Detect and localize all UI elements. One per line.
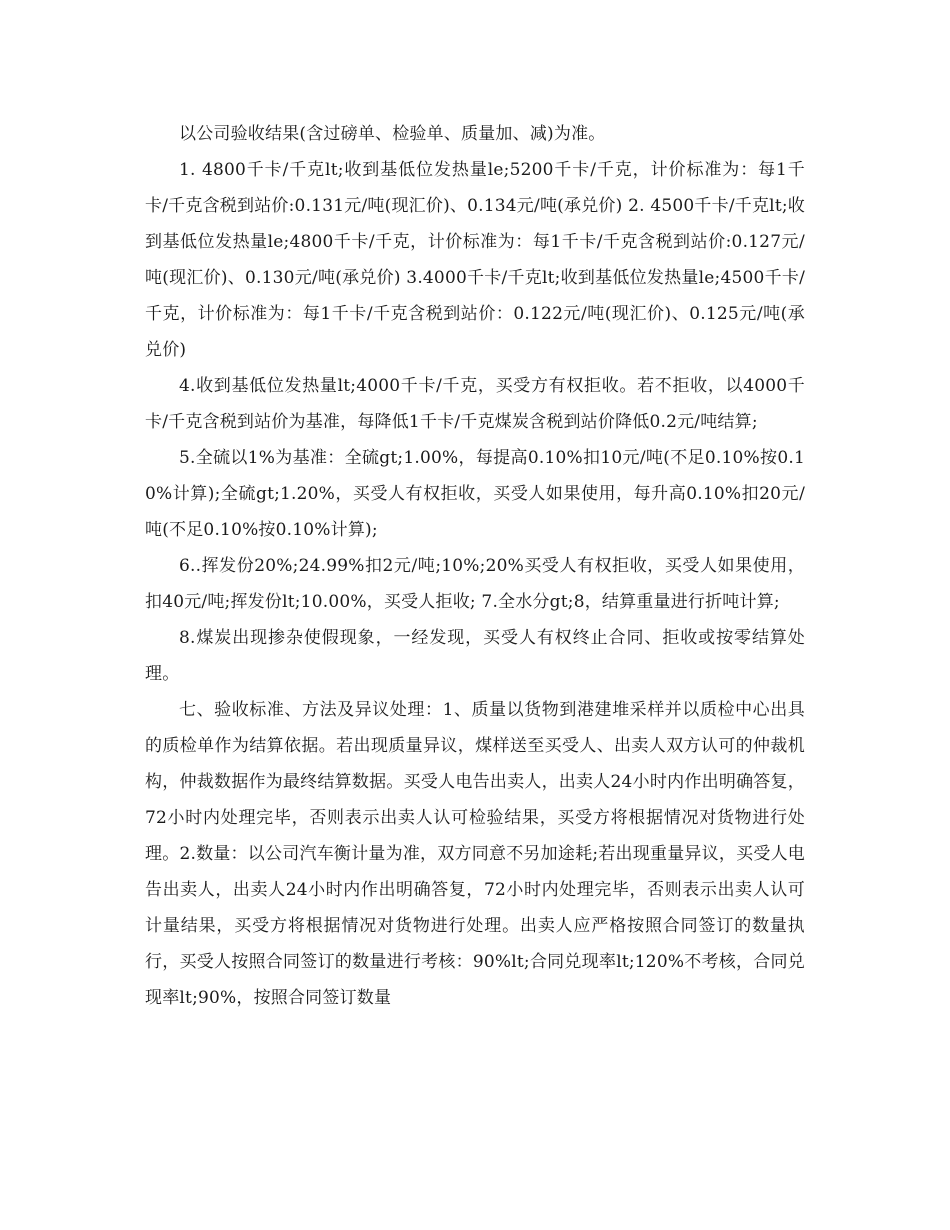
paragraph-low-calorific-rejection: 4.收到基低位发热量lt;4000千卡/千克，买受方有权拒收。若不拒收，以4000千卡/千克含税到站价为基准，每降低1千卡/千克煤炭含税到站价降低0.2元/吨结算;	[145, 376, 805, 432]
paragraph-volatile-and-moisture: 6..挥发份20%;24.99%扣2元/吨;10%;20%买受人有权拒收，买受人如果使用，扣40元/吨;挥发份lt;10.00%，买受人拒收; 7.全水分gt;8，结算重量进行折吨计算;	[145, 556, 805, 612]
paragraph-adulteration: 8.煤炭出现掺杂使假现象，一经发现，买受人有权终止合同、拒收或按零结算处理。	[145, 628, 805, 684]
paragraph-sulfur-standard: 5.全硫以1%为基准：全硫gt;1.00%，每提高0.10%扣10元/吨(不足0.10%按0.10%计算);全硫gt;1.20%，买受人有权拒收，买受人如果使用，每升高0.10%扣20元/吨(不足0.10%按0.10%计算);	[145, 448, 805, 540]
paragraph-inspection-and-dispute: 七、验收标准、方法及异议处理：1、质量以货物到港建堆采样并以质检中心出具的质检单作为结算依据。若出现质量异议，煤样送至买受人、出卖人双方认可的仲裁机构，仲裁数据作为最终结算数据。买受人电告出卖人，出卖人24小时内作出明确答复，72小时内处理完毕，否则表示出卖人认可检验结果，买受方将根据情况对货物进行处理。2.数量：以公司汽车衡计量为准，双方同意不另加途耗;若出现重量异议，买受人电告出卖人，出卖人24小时内作出明确答复，72小时内处理完毕，否则表示出卖人认可计量结果，买受方将根据情况对货物进行处理。出卖人应严格按照合同签订的数量执行，买受人按照合同签订的数量进行考核：90%lt;合同兑现率lt;120%不考核，合同兑现率lt;90%，按照合同签订数量	[145, 700, 805, 1008]
paragraph-acceptance-basis: 以公司验收结果(含过磅单、检验单、质量加、减)为准。	[179, 124, 606, 144]
document-body	[145, 116, 805, 1016]
paragraph-pricing-standards: 1. 4800千卡/千克lt;收到基低位发热量le;5200千卡/千克，计价标准为：每1千卡/千克含税到站价:0.131元/吨(现汇价)、0.134元/吨(承兑价) 2. 4500千卡/千克lt;收到基低位发热量le;4800千卡/千克，计价标准为：每1千卡/千克含税到站价:0.127元/吨(现汇价)、0.130元/吨(承兑价) 3.4000千卡/千克lt;收到基低位发热量le;4500千卡/千克，计价标准为：每1千卡/千克含税到站价：0.122元/吨(现汇价)、0.125元/吨(承兑价)	[145, 160, 805, 360]
